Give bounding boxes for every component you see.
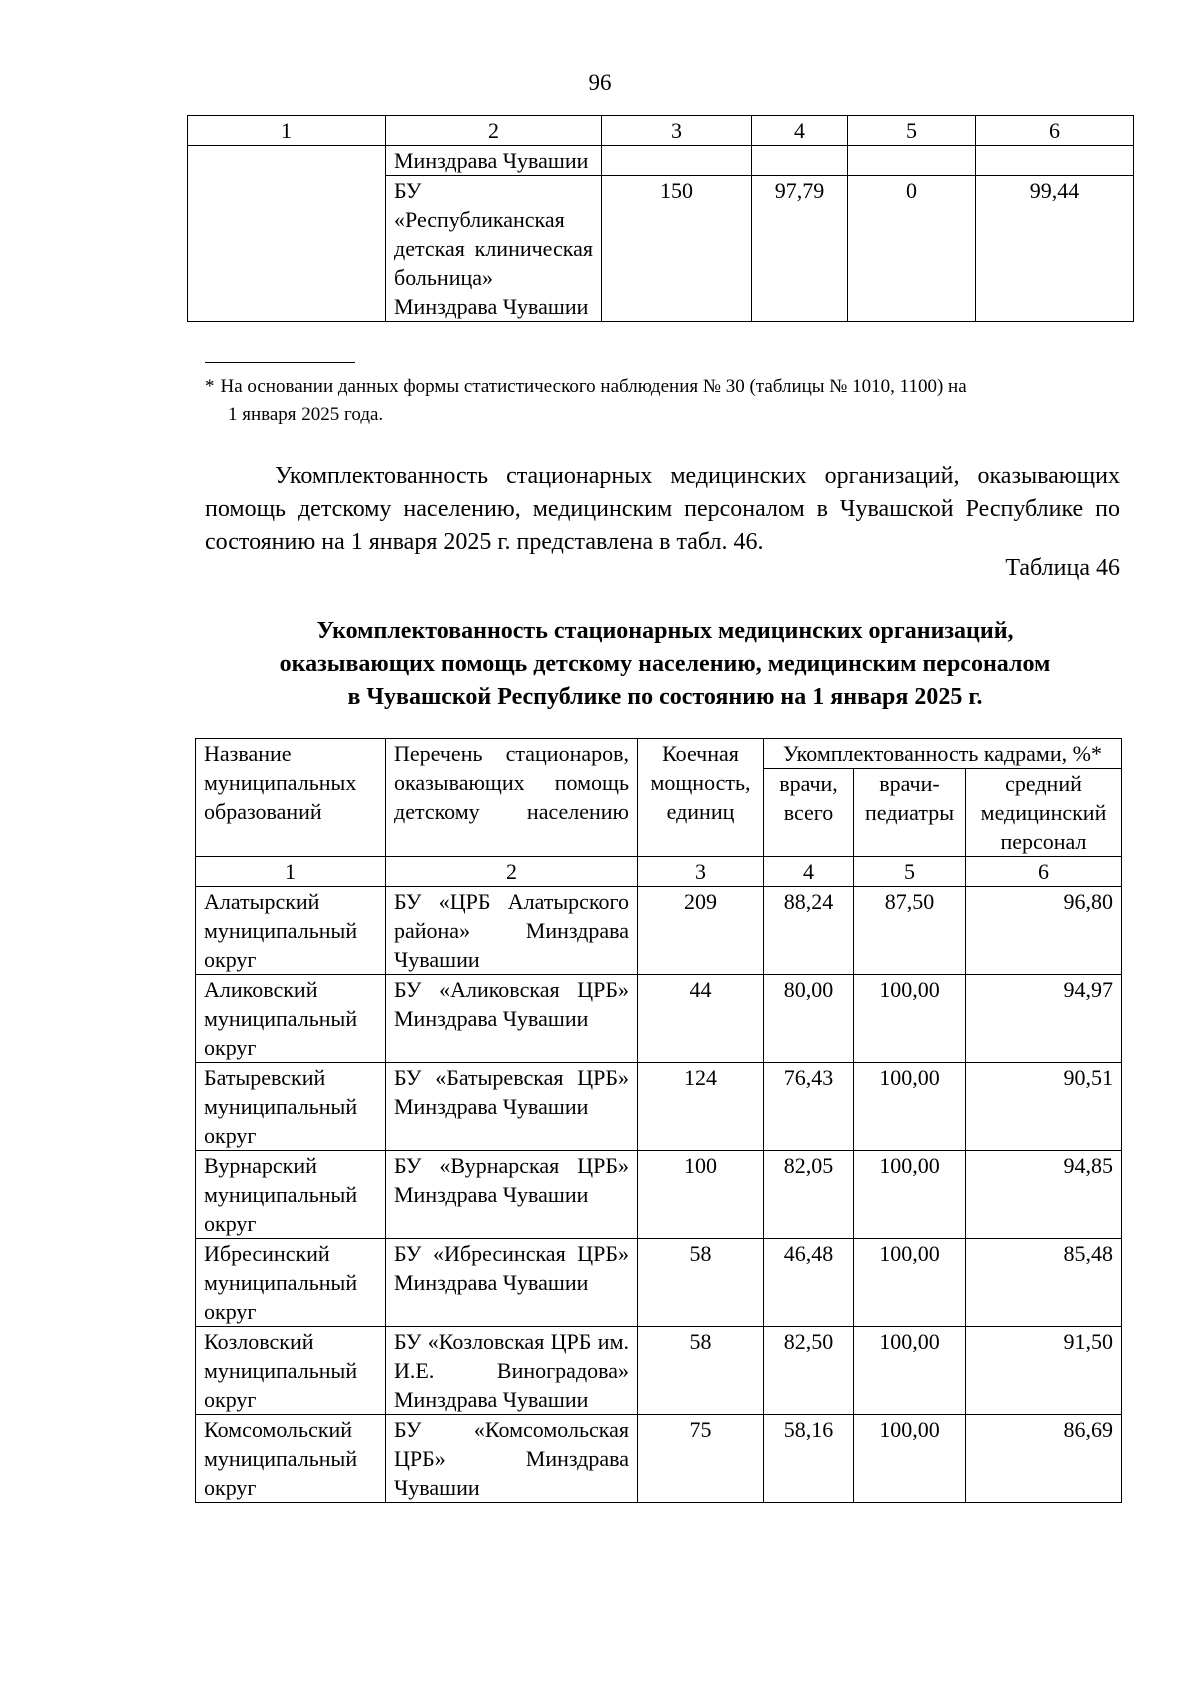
beds-cell — [602, 146, 752, 176]
municipality-cell — [188, 146, 386, 322]
nurses-cell: 86,69 — [966, 1415, 1122, 1503]
nurses-cell — [976, 146, 1134, 176]
table-header-row — [188, 116, 1134, 146]
municipality-cell: Батыревский муниципальный округ — [196, 1063, 386, 1151]
nurses-cell: 85,48 — [966, 1239, 1122, 1327]
table-title-line: в Чувашской Республике по состоянию на 1 января 2025 г. — [347, 684, 983, 710]
hospital-cell: БУ «Вурнарская ЦРБ» Минздрава Чувашии — [386, 1151, 638, 1239]
table-row — [196, 1151, 1122, 1239]
footnote-text: На основании данных формы статистического наблюдения № 30 (таблицы № 1010, 1100) на — [220, 376, 967, 397]
hospital-cell: БУ «ЦРБ Алатырского района» Минздрава Чувашии — [386, 887, 638, 975]
column-number: 6 — [966, 857, 1122, 887]
beds-cell: 124 — [638, 1063, 764, 1151]
municipality-cell: Вурнарский муниципальный округ — [196, 1151, 386, 1239]
table-row — [196, 1327, 1122, 1415]
column-number: 4 — [764, 857, 854, 887]
doctors-cell: 46,48 — [764, 1239, 854, 1327]
municipality-cell: Козловский муниципальный округ — [196, 1327, 386, 1415]
table-header-row — [196, 739, 1122, 769]
beds-cell: 209 — [638, 887, 764, 975]
nurses-cell: 99,44 — [976, 176, 1134, 322]
beds-cell: 75 — [638, 1415, 764, 1503]
pediatricians-cell: 100,00 — [854, 1415, 966, 1503]
table-title — [150, 615, 1180, 714]
body-paragraph: Укомплектованность стационарных медицинских организаций, оказывающих помощь детскому населению, медицинским персоналом в Чувашской Республике по состоянию на 1 января 2025 г. представлена в табл. 46. — [205, 463, 1120, 555]
nurses-cell: 94,97 — [966, 975, 1122, 1063]
pediatricians-cell: 87,50 — [854, 887, 966, 975]
pediatricians-cell: 100,00 — [854, 1063, 966, 1151]
hospital-cell: Минздрава Чувашии — [386, 146, 602, 176]
column-number: 3 — [602, 116, 752, 146]
doctors-cell — [752, 146, 848, 176]
column-number: 2 — [386, 116, 602, 146]
header-beds: Коечная мощность, единиц — [638, 739, 764, 857]
staffing-table — [195, 738, 1122, 1503]
continued-table — [187, 115, 1134, 322]
pediatricians-cell: 100,00 — [854, 1327, 966, 1415]
nurses-cell: 90,51 — [966, 1063, 1122, 1151]
table-row — [196, 887, 1122, 975]
municipality-cell: Алатырский муниципальный округ — [196, 887, 386, 975]
table-row — [188, 146, 1134, 176]
footnote-separator — [205, 362, 355, 363]
doctors-cell: 82,50 — [764, 1327, 854, 1415]
table-row — [196, 1415, 1122, 1503]
table-title-line: Укомплектованность стационарных медицинских организаций, — [316, 618, 1014, 644]
header-hospitals: Перечень стационаров, оказывающих помощь детскому населению — [386, 739, 638, 857]
column-number: 5 — [848, 116, 976, 146]
table-title-line: оказывающих помощь детскому населению, медицинским персоналом — [279, 651, 1051, 677]
doctors-cell: 76,43 — [764, 1063, 854, 1151]
hospital-cell: БУ «Комсомольская ЦРБ» Минздрава Чувашии — [386, 1415, 638, 1503]
hospital-cell: БУ «Батыревская ЦРБ» Минздрава Чувашии — [386, 1063, 638, 1151]
column-number: 1 — [188, 116, 386, 146]
doctors-cell: 97,79 — [752, 176, 848, 322]
beds-cell: 58 — [638, 1327, 764, 1415]
doctors-cell: 80,00 — [764, 975, 854, 1063]
beds-cell: 100 — [638, 1151, 764, 1239]
table-row — [196, 1063, 1122, 1151]
header-nurses: средний медицинский персонал — [966, 769, 1122, 857]
doctors-cell: 82,05 — [764, 1151, 854, 1239]
doctors-cell: 58,16 — [764, 1415, 854, 1503]
pediatricians-cell: 0 — [848, 176, 976, 322]
pediatricians-cell: 100,00 — [854, 1239, 966, 1327]
nurses-cell: 96,80 — [966, 887, 1122, 975]
footnote — [205, 373, 1120, 429]
municipality-cell: Ибресинский муниципальный округ — [196, 1239, 386, 1327]
header-doctors-total: врачи, всего — [764, 769, 854, 857]
header-municipality: Название муниципальных образований — [196, 739, 386, 857]
pediatricians-cell: 100,00 — [854, 975, 966, 1063]
table-row — [196, 1239, 1122, 1327]
beds-cell: 150 — [602, 176, 752, 322]
column-number: 6 — [976, 116, 1134, 146]
column-number: 2 — [386, 857, 638, 887]
hospital-cell: БУ «Козловская ЦРБ им. И.Е. Виноградова» Минздрава Чувашии — [386, 1327, 638, 1415]
column-number: 5 — [854, 857, 966, 887]
table-label: Таблица 46 — [1005, 555, 1120, 581]
footnote-text-continued: 1 января 2025 года. — [228, 404, 384, 425]
nurses-cell: 91,50 — [966, 1327, 1122, 1415]
municipality-cell: Аликовский муниципальный округ — [196, 975, 386, 1063]
hospital-cell: БУ «Ибресинская ЦРБ» Минздрава Чувашии — [386, 1239, 638, 1327]
column-number: 4 — [752, 116, 848, 146]
footnote-mark: * — [205, 376, 215, 397]
hospital-cell: БУ «Аликовская ЦРБ» Минздрава Чувашии — [386, 975, 638, 1063]
municipality-cell: Комсомольский муниципальный округ — [196, 1415, 386, 1503]
page-number: 96 — [588, 70, 612, 95]
pediatricians-cell — [848, 146, 976, 176]
table-row — [196, 975, 1122, 1063]
header-pediatricians: врачи-педиатры — [854, 769, 966, 857]
pediatricians-cell: 100,00 — [854, 1151, 966, 1239]
doctors-cell: 88,24 — [764, 887, 854, 975]
hospital-cell: БУ «Республиканская детская клиническая больница» Минздрава Чувашии — [386, 176, 602, 322]
column-number: 1 — [196, 857, 386, 887]
column-number-row — [196, 857, 1122, 887]
beds-cell: 58 — [638, 1239, 764, 1327]
beds-cell: 44 — [638, 975, 764, 1063]
column-number: 3 — [638, 857, 764, 887]
header-staffing: Укомплектованность кадрами, %* — [764, 739, 1122, 769]
nurses-cell: 94,85 — [966, 1151, 1122, 1239]
